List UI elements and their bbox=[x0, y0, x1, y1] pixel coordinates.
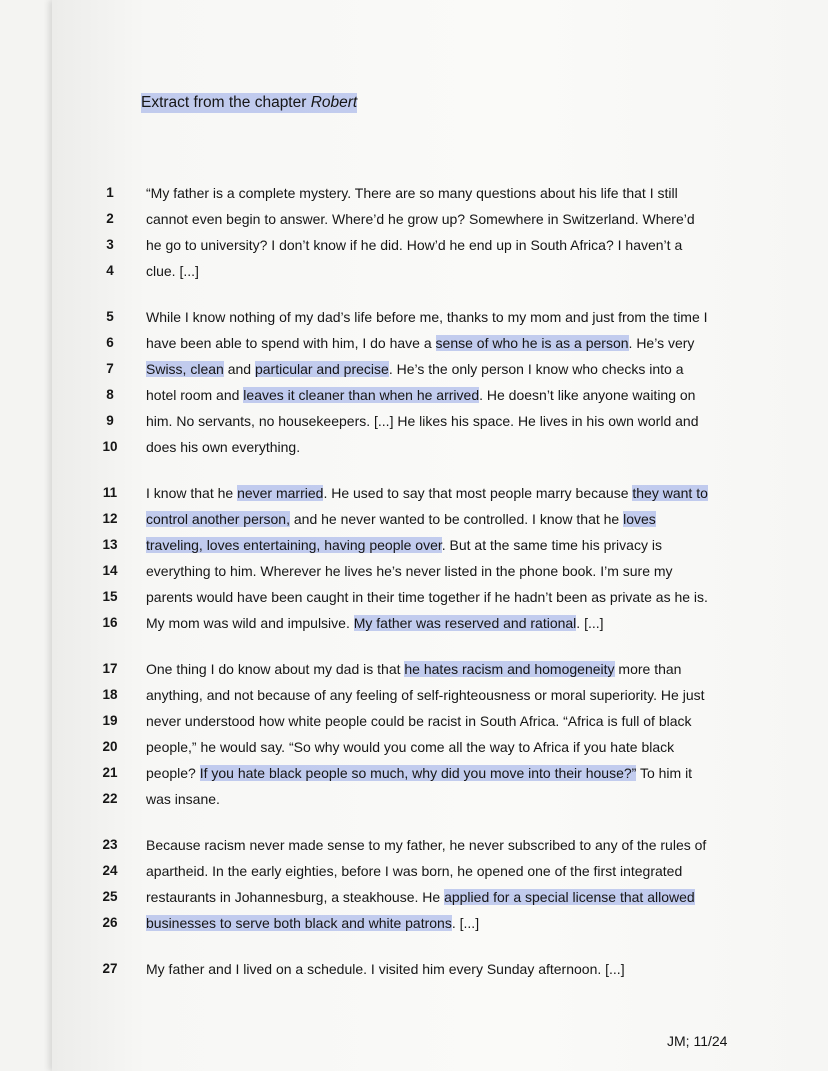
text-segment: him. No servants, no housekeepers. [...] He likes his space. He lives in his own world and bbox=[146, 413, 699, 429]
text-segment: never understood how white people could be racist in South Africa. “Africa is full of black bbox=[146, 713, 692, 729]
line-text bbox=[146, 534, 662, 556]
highlighted-text: he hates racism and homogeneity bbox=[404, 661, 615, 677]
line-number: 25 bbox=[102, 889, 118, 904]
highlighted-text: applied for a special license that allowed bbox=[444, 889, 695, 905]
line-text bbox=[146, 958, 625, 980]
text-segment: and bbox=[223, 361, 255, 377]
text-segment: My mom was wild and impulsive. bbox=[146, 615, 354, 631]
line-number: 10 bbox=[102, 439, 118, 454]
line-text bbox=[146, 612, 604, 634]
line-text bbox=[146, 710, 692, 732]
highlighted-text: sense of who he is as a person bbox=[435, 335, 629, 351]
text-segment: Because racism never made sense to my father, he never subscribed to any of the rules of bbox=[146, 837, 707, 853]
line-number: 21 bbox=[102, 765, 118, 780]
line-text bbox=[146, 306, 708, 328]
highlighted-text: My father was reserved and rational bbox=[353, 615, 577, 631]
text-segment: My father and I lived on a schedule. I visited him every Sunday afternoon. [...] bbox=[146, 961, 625, 977]
highlighted-text: never married bbox=[237, 485, 324, 501]
line-text bbox=[146, 912, 479, 934]
line-text bbox=[146, 182, 678, 204]
text-segment: restaurants in Johannesburg, a steakhouse. He bbox=[146, 889, 445, 905]
highlighted-text: loves bbox=[623, 511, 656, 527]
text-segment: have been able to spend with him, I do have a bbox=[146, 335, 436, 351]
highlighted-text: traveling, loves entertaining, having people over bbox=[146, 537, 442, 553]
text-segment: people? bbox=[146, 765, 200, 781]
line-text bbox=[146, 560, 673, 582]
line-number: 6 bbox=[106, 335, 114, 350]
text-segment: more than bbox=[614, 661, 682, 677]
highlighted-text: particular and precise bbox=[254, 361, 389, 377]
document-title bbox=[141, 93, 357, 113]
line-text bbox=[146, 332, 694, 354]
text-segment: While I know nothing of my dad’s life before me, thanks to my mom and just from the time I bbox=[146, 309, 708, 325]
title-text: Extract from the chapter bbox=[141, 94, 311, 111]
text-segment: “My father is a complete mystery. There are so many questions about his life that I still bbox=[146, 185, 678, 201]
highlighted-text: they want to bbox=[632, 485, 708, 501]
line-number: 12 bbox=[102, 511, 118, 526]
line-number: 23 bbox=[102, 837, 118, 852]
line-number: 14 bbox=[102, 563, 118, 578]
line-text bbox=[146, 788, 220, 810]
line-text bbox=[146, 658, 681, 680]
line-number: 27 bbox=[102, 961, 118, 976]
text-segment: parents would have been caught in their time together if he hadn’t been as private as he is. bbox=[146, 589, 708, 605]
text-segment: To him it bbox=[636, 765, 693, 781]
text-segment: . But at the same time his privacy is bbox=[441, 537, 662, 553]
highlighted-text: If you hate black people so much, why did you move into their house?” bbox=[199, 765, 637, 781]
line-number: 13 bbox=[102, 537, 118, 552]
text-segment: he go to university? I don’t know if he did. How’d he end up in South Africa? I haven’t a bbox=[146, 237, 683, 253]
line-text bbox=[146, 436, 300, 458]
line-text bbox=[146, 886, 695, 908]
page-footer: JM; 11/24 bbox=[667, 1033, 728, 1049]
text-segment: . He’s the only person I know who checks into a bbox=[388, 361, 684, 377]
text-segment: I know that he bbox=[146, 485, 238, 501]
line-number: 9 bbox=[106, 413, 114, 428]
text-segment: everything to him. Wherever he lives he’s never listed in the phone book. I’m sure my bbox=[146, 563, 673, 579]
highlighted-text: control another person, bbox=[146, 511, 290, 527]
text-segment: . He’s very bbox=[628, 335, 695, 351]
line-text bbox=[146, 508, 656, 530]
line-text bbox=[146, 234, 682, 256]
line-number: 16 bbox=[102, 615, 118, 630]
text-segment: and he never wanted to be controlled. I know that he bbox=[289, 511, 624, 527]
line-text bbox=[146, 834, 706, 856]
line-text bbox=[146, 684, 705, 706]
line-text bbox=[146, 762, 692, 784]
line-number: 19 bbox=[102, 713, 118, 728]
text-segment: apartheid. In the early eighties, before I was born, he opened one of the first integrated bbox=[146, 863, 683, 879]
highlighted-text: leaves it cleaner than when he arrived bbox=[243, 387, 480, 403]
line-number: 8 bbox=[106, 387, 114, 402]
line-text bbox=[146, 736, 674, 758]
text-segment: does his own everything. bbox=[146, 439, 301, 455]
line-number: 20 bbox=[102, 739, 118, 754]
line-number: 17 bbox=[102, 661, 118, 676]
text-segment: . [...] bbox=[451, 915, 480, 931]
text-segment: clue. [...] bbox=[146, 263, 199, 279]
line-number: 5 bbox=[106, 309, 114, 324]
title-italic: Robert bbox=[310, 94, 358, 111]
line-text bbox=[146, 384, 695, 406]
line-number: 2 bbox=[106, 211, 114, 226]
line-number: 15 bbox=[102, 589, 118, 604]
line-number: 18 bbox=[102, 687, 118, 702]
line-text bbox=[146, 358, 684, 380]
line-text bbox=[146, 208, 695, 230]
text-segment: anything, and not because of any feeling of self-righteousness or moral superiority. He just bbox=[146, 687, 705, 703]
text-segment: hotel room and bbox=[146, 387, 244, 403]
line-number: 26 bbox=[102, 915, 118, 930]
line-text bbox=[146, 260, 199, 282]
line-text bbox=[146, 410, 698, 432]
line-number: 24 bbox=[102, 863, 118, 878]
line-number: 7 bbox=[106, 361, 114, 376]
line-number: 4 bbox=[106, 263, 114, 278]
text-segment: One thing I do know about my dad is that bbox=[146, 661, 405, 677]
line-text bbox=[146, 482, 708, 504]
highlighted-text: businesses to serve both black and white patrons bbox=[146, 915, 452, 931]
highlighted-text: Swiss, clean bbox=[146, 361, 224, 377]
text-segment: . He used to say that most people marry because bbox=[323, 485, 633, 501]
line-number: 1 bbox=[106, 185, 114, 200]
text-segment: people,” he would say. “So why would you come all the way to Africa if you hate black bbox=[146, 739, 675, 755]
line-number: 3 bbox=[106, 237, 114, 252]
text-segment: . He doesn’t like anyone waiting on bbox=[479, 387, 696, 403]
line-number: 22 bbox=[102, 791, 118, 806]
line-text bbox=[146, 860, 682, 882]
text-segment: was insane. bbox=[146, 791, 220, 807]
line-number: 11 bbox=[102, 485, 118, 500]
line-text bbox=[146, 586, 708, 608]
text-segment: . [...] bbox=[576, 615, 604, 631]
text-segment: cannot even begin to answer. Where’d he grow up? Somewhere in Switzerland. Where’d bbox=[146, 211, 695, 227]
